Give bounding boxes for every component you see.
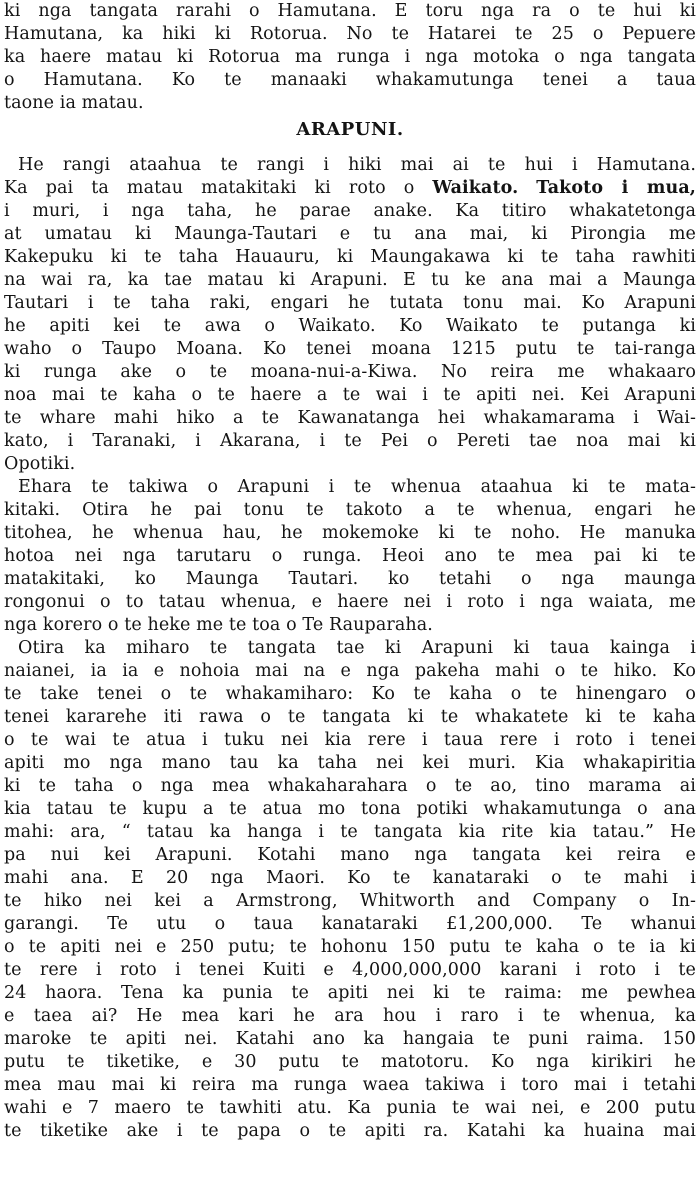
text-line: kato, i Taranaki, i Akarana, i te Pei o Pereti tae noa mai ki — [4, 431, 696, 451]
text-line: ka haere matau ki Rotorua ma runga i nga motoka o nga tangata — [4, 47, 696, 67]
text-line: pa nui kei Arapuni. Kotahi mano nga tangata kei reira e — [4, 845, 696, 865]
text-line: te tiketike ake i te papa o te apiti ra. Katahi ka huaina mai — [4, 1121, 696, 1141]
text-line: mahi ana. E 20 nga Maori. Ko te kanataraki o te mahi i — [4, 868, 696, 888]
text-line: waho o Taupo Moana. Ko tenei moana 1215 putu te tai-ranga — [4, 339, 696, 359]
section-heading: ARAPUNI. — [296, 119, 404, 140]
text-line: ki te taha o nga mea whakaharahara o te ao, tino marama ai — [4, 776, 696, 796]
text-line: apiti mo nga mano tau ka taha nei kei muri. Kia whakapiritia — [4, 753, 696, 773]
text-line: o Hamutana. Ko te manaaki whakamutunga tenei a taua — [4, 70, 696, 90]
text-line: mahi: ara, “ tatau ka hanga i te tangata kia rite kia tatau.” He — [4, 822, 696, 842]
text-line: 24 haora. Tena ka punia te apiti nei ki te raima: me pewhea — [4, 983, 696, 1003]
text-line: kia tatau te kupu a te atua mo tona potiki whakamutunga o ana — [4, 799, 696, 819]
text-line: he apiti kei te awa o Waikato. Ko Waikato te putanga ki — [4, 316, 696, 336]
text-line: Opotiki. — [4, 454, 76, 474]
text-line: naianei, ia ia e nohoia mai na e nga pakeha mahi o te hiko. Ko — [4, 661, 696, 681]
text-line — [4, 177, 696, 199]
text-line: i muri, i nga taha, he parae anake. Ka titiro whakatetonga — [4, 201, 696, 221]
text-line: taone ia matau. — [4, 93, 144, 113]
text-line: He rangi ataahua te rangi i hiki mai ai te hui i Hamutana. — [18, 155, 696, 175]
text-line: e taea ai? He mea kari he ara hou i raro i te whenua, ka — [4, 1006, 696, 1026]
text-line: te whare mahi hiko a te Kawanatanga hei whakamarama i Wai- — [4, 408, 696, 428]
text-line: rongonui o to tatau whenua, e haere nei i roto i nga waiata, me — [4, 592, 696, 612]
text-line: te hiko nei kei a Armstrong, Whitworth and Company o In- — [4, 891, 696, 911]
text-line: nga korero o te heke me te toa o Te Rauparaha. — [4, 615, 433, 635]
bold-text-run: Waikato. — [432, 178, 519, 198]
text-line: hotoa nei nga tarutaru o runga. Heoi ano te mea pai ki te — [4, 546, 696, 566]
text-line: tenei kararehe iti rawa o te tangata ki te whakatete ki te kaha — [4, 707, 696, 727]
text-line: te take tenei o te whakamiharo: Ko te kaha o te hinengaro o — [4, 684, 696, 704]
text-line: maroke te apiti nei. Katahi ano ka hangaia te puni raima. 150 — [4, 1029, 696, 1049]
text-line: Ehara te takiwa o Arapuni i te whenua ataahua ki te mata- — [18, 477, 696, 497]
text-line: mea mau mai ki reira ma runga waea takiwa i toro mai i tetahi — [4, 1075, 696, 1095]
text-line: ki nga tangata rarahi o Hamutana. E toru nga ra o te hui ki — [4, 1, 696, 21]
text-line: o te apiti nei e 250 putu; te hohonu 150 putu te kaha o te ia ki — [4, 937, 696, 957]
text-line: na wai ra, ka tae matau ki Arapuni. E tu ke ana mai a Maunga — [4, 270, 696, 290]
text-line: noa mai te kaha o te haere a te wai i te apiti nei. Kei Arapuni — [4, 385, 696, 405]
text-line: kitaki. Otira he pai tonu te takoto a te whenua, engari he — [4, 500, 696, 520]
text-line: o te wai te atua i tuku nei kia rere i taua rere i roto i tenei — [4, 730, 696, 750]
text-run — [518, 178, 536, 198]
text-line: matakitaki, ko Maunga Tautari. ko tetahi o nga maunga — [4, 569, 696, 589]
text-line: Hamutana, ka hiki ki Rotorua. No te Hatarei te 25 o Pepuere — [4, 24, 696, 44]
text-run: Ka pai ta matau matakitaki ki roto o — [4, 178, 433, 198]
text-line: garangi. Te utu o taua kanataraki £1,200,000. Te whanui — [4, 914, 696, 934]
text-line: at umatau ki Maunga-Tautari e tu ana mai, ki Pirongia me — [4, 224, 696, 244]
text-line: Kakepuku ki te taha Hauauru, ki Maungakawa ki te taha rawhiti — [4, 247, 696, 267]
text-line: te rere i roto i tenei Kuiti e 4,000,000,000 karani i roto i te — [4, 960, 696, 980]
text-line: ki runga ake o te moana-nui-a-Kiwa. No reira me whakaaro — [4, 362, 696, 382]
text-line: putu te tiketike, e 30 putu te matotoru. Ko nga kirikiri he — [4, 1052, 696, 1072]
bold-text-run: Takoto i mua, — [536, 178, 696, 198]
text-line: Otira ka miharo te tangata tae ki Arapuni ki taua kainga i — [18, 638, 696, 658]
text-line: Tautari i te taha raki, engari he tutata tonu mai. Ko Arapuni — [4, 293, 696, 313]
text-line: titohea, he whenua hau, he mokemoke ki te noho. He manuka — [4, 523, 696, 543]
text-line: wahi e 7 maero te tawhiti atu. Ka punia te wai nei, e 200 putu — [4, 1098, 696, 1118]
